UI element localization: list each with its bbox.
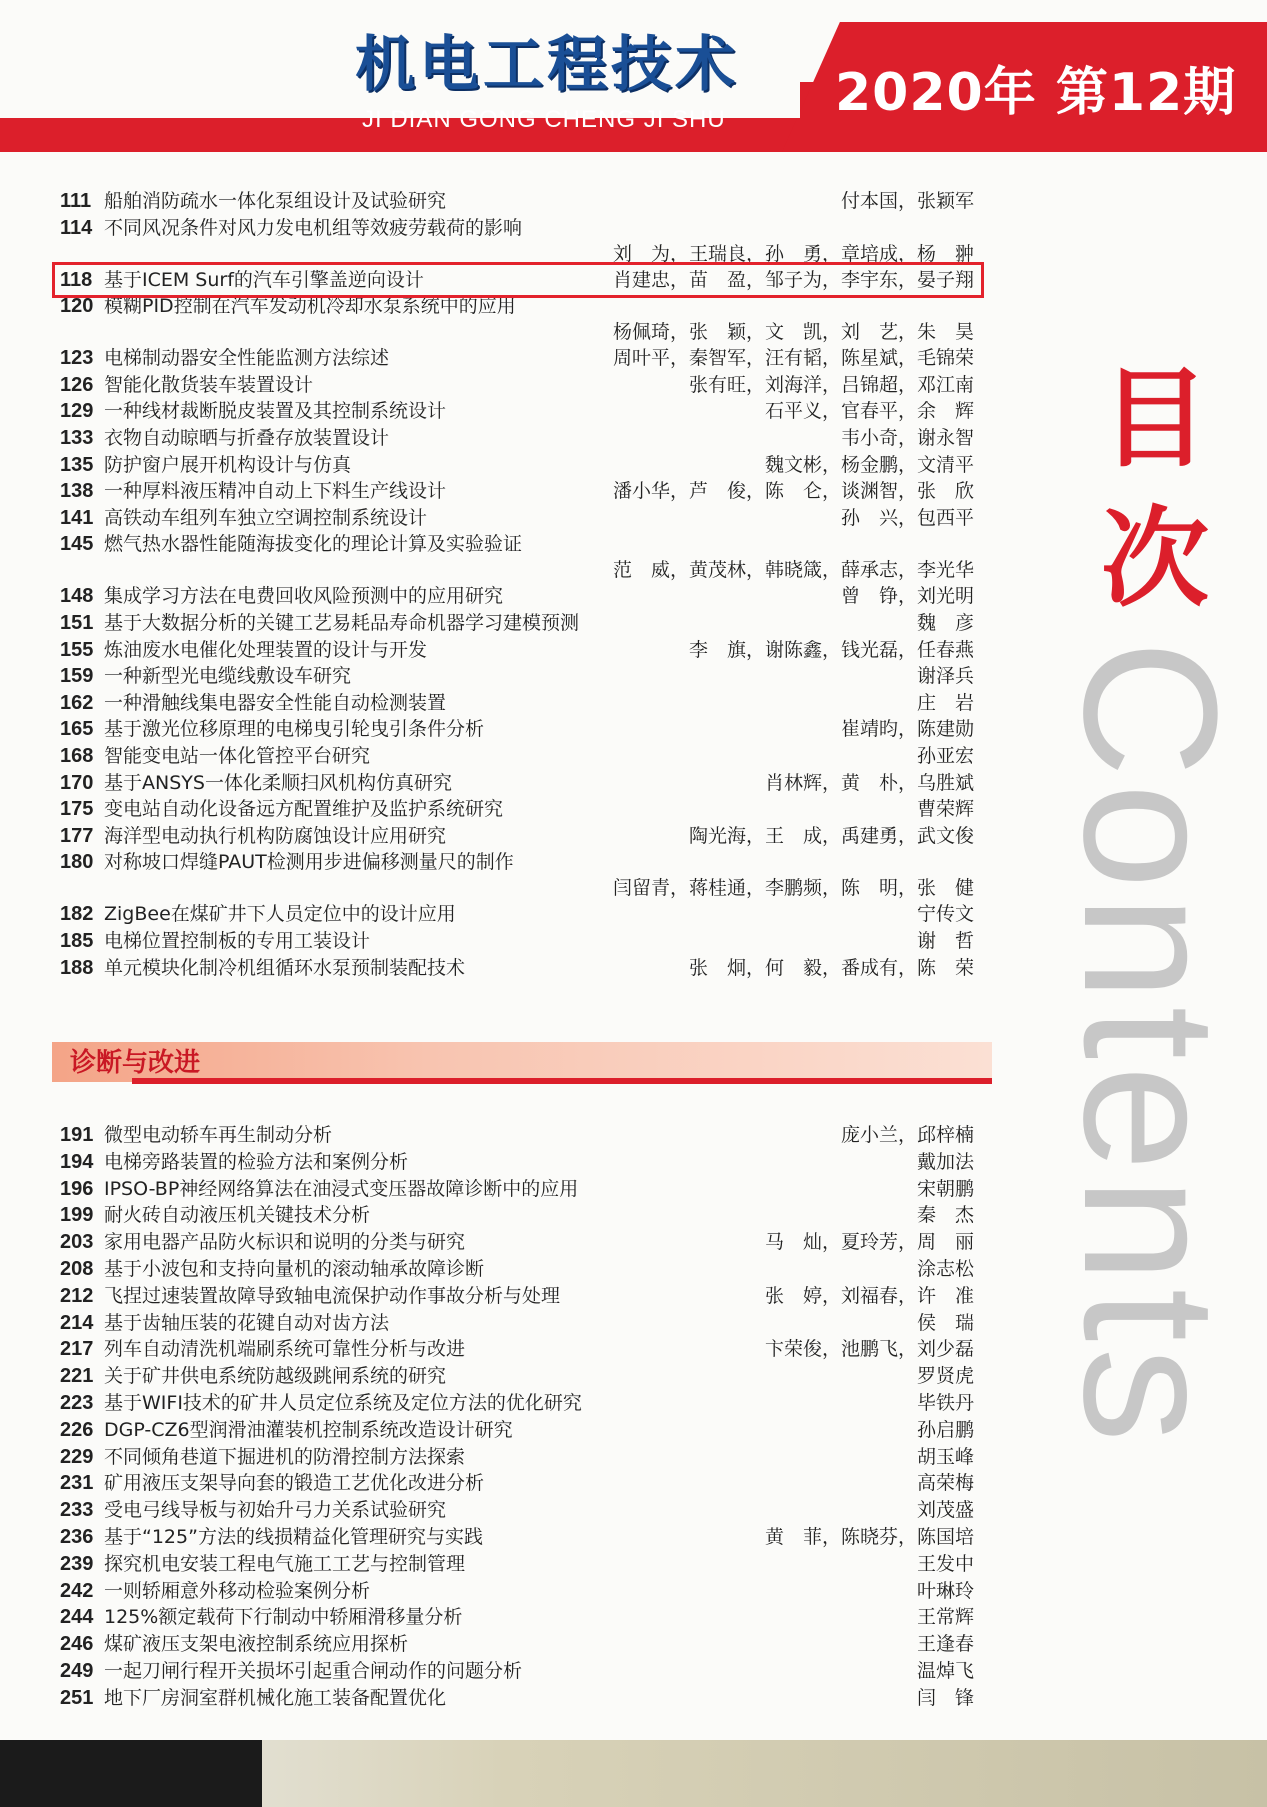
toc-authors: 孙启鹏 <box>916 1418 974 1441</box>
toc-page-number: 203 <box>60 1231 94 1254</box>
toc-page-number: 188 <box>60 956 94 979</box>
toc-authors: 涂志松 <box>916 1258 974 1280</box>
toc-title: 电梯制动器安全性能监测方法综述 <box>104 347 390 370</box>
toc-page-number: 217 <box>60 1338 94 1361</box>
toc-page-number: 236 <box>60 1526 94 1548</box>
toc-authors: 侯 瑞 <box>916 1311 974 1334</box>
side-title-en: Contents <box>1044 640 1256 1449</box>
toc-authors: 魏 彦 <box>916 612 974 634</box>
toc-authors: 孙 兴，包西平 <box>840 506 974 529</box>
toc-authors: 付本国，张颖军 <box>840 190 974 212</box>
toc-authors: 韦小奇，谢永智 <box>840 427 974 449</box>
toc-page-number: 133 <box>60 427 94 449</box>
toc-page-number: 182 <box>60 903 94 926</box>
toc-entry <box>60 663 980 689</box>
toc-page-number: 223 <box>60 1392 94 1414</box>
toc-title: 一种新型光电缆线敷设车研究 <box>104 665 352 688</box>
toc-authors: 卞荣俊，池鹏飞，刘少磊 <box>764 1338 974 1361</box>
toc-title: 电梯位置控制板的专用工装设计 <box>104 930 371 952</box>
toc-entry <box>60 1578 980 1604</box>
issue-label: 2020年 第12期 <box>835 63 1237 123</box>
toc-page-number: 141 <box>60 506 94 529</box>
toc-entry <box>60 743 980 769</box>
toc-authors: 曹荣辉 <box>916 798 974 821</box>
toc-page-number: 194 <box>60 1150 94 1173</box>
toc-entry <box>60 1202 980 1228</box>
toc-title: 基于ICEM Surf的汽车引擎盖逆向设计 <box>104 268 424 291</box>
toc-page-number: 233 <box>60 1499 94 1522</box>
toc-title: 煤矿液压支架电液控制系统应用探析 <box>104 1633 409 1656</box>
toc-page-number: 135 <box>60 453 94 476</box>
toc-authors: 王发中 <box>916 1552 974 1575</box>
toc-title: 关于矿井供电系统防越级跳闸系统的研究 <box>104 1365 447 1388</box>
side-title-en-wrap <box>1030 640 1267 1460</box>
toc-authors: 刘 为，王瑞良，孙 勇，章培成，杨 翀 <box>612 242 974 265</box>
toc-authors: 黄 菲，陈晓芬，陈国培 <box>764 1526 974 1548</box>
toc-page-number: 191 <box>60 1124 94 1146</box>
toc-page-number: 221 <box>60 1365 94 1388</box>
toc-authors: 谢泽兵 <box>916 665 974 688</box>
toc-page-number: 212 <box>60 1284 94 1307</box>
toc-entry <box>60 1685 980 1711</box>
toc-title: 一种滑触线集电器安全性能自动检测装置 <box>104 691 447 714</box>
toc-page-number: 226 <box>60 1418 94 1441</box>
toc-page-number: 148 <box>60 585 94 608</box>
toc-authors: 杨佩琦，张 颖，文 凯，刘 艺，朱 昊 <box>612 321 974 344</box>
toc-title: ZigBee在煤矿井下人员定位中的设计应用 <box>104 903 456 926</box>
toc-entry <box>60 928 980 954</box>
toc-entry <box>60 796 980 822</box>
toc-page-number: 229 <box>60 1445 94 1468</box>
toc-page-number: 129 <box>60 400 94 423</box>
toc-entry <box>60 901 980 927</box>
toc-title: 单元模块化制冷机组循环水泵预制装配技术 <box>104 956 466 979</box>
toc-title: 地下厂房洞室群机械化施工装备配置优化 <box>104 1686 447 1709</box>
toc-title: 对称坡口焊缝PAUT检测用步进偏移测量尺的制作 <box>104 851 514 874</box>
toc-title: 衣物自动晾晒与折叠存放装置设计 <box>104 427 390 449</box>
toc-title: 微型电动轿车再生制动分析 <box>104 1124 333 1146</box>
toc-authors: 张 婷，刘福春，许 准 <box>764 1284 974 1307</box>
toc-page-number: 111 <box>60 190 92 212</box>
toc-page-number: 138 <box>60 480 94 503</box>
toc-page-number: 145 <box>60 533 94 556</box>
toc-entry <box>60 1390 980 1416</box>
toc-authors: 戴加法 <box>916 1150 974 1173</box>
toc-page-number: 177 <box>60 824 94 847</box>
toc-entry <box>60 1631 980 1657</box>
toc-page-number: 159 <box>60 665 94 688</box>
toc-title: 基于WIFI技术的矿井人员定位系统及定位方法的优化研究 <box>104 1392 582 1414</box>
toc-authors: 毕铁丹 <box>916 1392 974 1414</box>
toc-title: 集成学习方法在电费回收风险预测中的应用研究 <box>104 585 504 608</box>
toc-entry <box>60 531 980 557</box>
journal-title: 机电工程技术 <box>355 30 739 100</box>
toc-authors: 庄 岩 <box>916 691 974 714</box>
toc-authors: 崔靖昀，陈建勋 <box>840 718 974 741</box>
toc-title: 高铁动车组列车独立空调控制系统设计 <box>104 506 428 529</box>
toc-authors: 孙亚宏 <box>916 745 974 767</box>
toc-title: IPSO-BP神经网络算法在油浸式变压器故障诊断中的应用 <box>104 1177 579 1200</box>
toc-title: 模糊PID控制在汽车发动机冷却水泵系统中的应用 <box>104 295 516 318</box>
toc-authors: 庞小兰，邱梓楠 <box>840 1124 974 1146</box>
toc-page-number: 196 <box>60 1177 94 1200</box>
toc-entry <box>60 1310 980 1336</box>
toc-authors: 潘小华，芦 俊，陈 仑，谈渊智，张 欣 <box>612 480 974 503</box>
toc-authors: 王常辉 <box>916 1606 974 1629</box>
toc-authors: 石平义，官春平，余 辉 <box>764 400 974 423</box>
toc-title: 矿用液压支架导向套的锻造工艺优化改进分析 <box>104 1472 485 1495</box>
footer-dark-block <box>0 1740 262 1807</box>
toc-entry <box>60 1363 980 1389</box>
toc-entry <box>60 690 980 716</box>
toc-entry <box>60 1604 980 1630</box>
toc-authors: 胡玉峰 <box>916 1445 974 1468</box>
toc-title: 125%额定载荷下行制动中轿厢滑移量分析 <box>104 1606 463 1629</box>
toc-authors: 高荣梅 <box>916 1472 974 1495</box>
toc-page-number: 162 <box>60 691 94 714</box>
toc-page-number: 168 <box>60 745 94 767</box>
toc-page-number: 175 <box>60 798 94 821</box>
toc-authors: 李 旗，谢陈鑫，钱光磊，任春燕 <box>688 638 974 661</box>
toc-page-number: 126 <box>60 373 94 396</box>
toc-page-number: 155 <box>60 638 94 661</box>
toc-entry <box>60 1149 980 1175</box>
toc-page-number: 114 <box>60 216 93 239</box>
toc-authors: 闫 锋 <box>916 1686 974 1709</box>
toc-page-number: 249 <box>60 1660 94 1682</box>
toc-entry <box>60 1470 980 1496</box>
toc-title: 基于激光位移原理的电梯曳引轮曳引条件分析 <box>104 718 485 741</box>
toc-entry <box>60 1551 980 1577</box>
toc-authors: 温焯飞 <box>916 1660 974 1682</box>
toc-entry <box>60 1658 980 1684</box>
toc-title: 变电站自动化设备远方配置维护及监护系统研究 <box>104 798 504 821</box>
section-header <box>52 1042 992 1088</box>
toc-authors: 马 灿，夏玲芳，周 丽 <box>764 1231 974 1254</box>
toc-authors: 张有旺，刘海洋，吕锦超，邓江南 <box>688 373 974 396</box>
journal-pinyin: JI DIAN GONG CHENG JI SHU <box>362 106 726 133</box>
toc-authors: 周叶平，秦智军，汪有韬，陈星斌，毛锦荣 <box>612 347 974 370</box>
toc-authors: 肖建忠，苗 盈，邹子为，李宇东，晏子翔 <box>612 268 974 291</box>
toc-authors: 宋朝鹏 <box>916 1177 974 1200</box>
toc-title: 基于齿轴压装的花键自动对齿方法 <box>104 1311 390 1334</box>
toc-title: 基于ANSYS一体化柔顺扫风机构仿真研究 <box>104 771 452 794</box>
toc-page-number: 118 <box>60 268 93 291</box>
toc-title: 家用电器产品防火标识和说明的分类与研究 <box>104 1231 466 1254</box>
toc-page-number: 170 <box>60 771 94 794</box>
toc-title: 防护窗户展开机构设计与仿真 <box>104 453 352 476</box>
toc-title: DGP-CZ6型润滑油灌装机控制系统改造设计研究 <box>104 1418 513 1441</box>
toc-authors: 宁传文 <box>916 903 974 926</box>
toc-title: 列车自动清洗机端刷系统可靠性分析与改进 <box>104 1338 466 1361</box>
toc-authors: 谢 哲 <box>916 930 974 952</box>
toc-title: 电梯旁路装置的检验方法和案例分析 <box>104 1150 409 1173</box>
toc-page-number: 214 <box>60 1311 94 1334</box>
toc-title: 基于大数据分析的关键工艺易耗品寿命机器学习建模预测 <box>104 612 580 634</box>
toc-authors: 闫留青，蒋桂通，李鹏频，陈 明，张 健 <box>612 877 974 900</box>
toc-authors: 曾 铮，刘光明 <box>840 585 974 608</box>
toc-title: 基于小波包和支持向量机的滚动轴承故障诊断 <box>104 1258 485 1280</box>
section-header-rule <box>132 1078 992 1084</box>
section-title: 诊断与改进 <box>70 1048 201 1078</box>
toc-title: 燃气热水器性能随海拔变化的理论计算及实验验证 <box>104 533 523 556</box>
toc-entry <box>60 1417 980 1443</box>
toc-title: 不同倾角巷道下掘进机的防滑控制方法探索 <box>104 1445 466 1468</box>
side-title-cn: 目次 <box>1100 357 1209 622</box>
toc-title: 不同风况条件对风力发电机组等效疲劳载荷的影响 <box>104 216 523 239</box>
toc-page-number: 199 <box>60 1204 94 1227</box>
toc-authors: 魏文彬，杨金鹏，文清平 <box>764 453 974 476</box>
toc-page-number: 151 <box>60 612 94 634</box>
toc-entry <box>60 215 980 241</box>
toc-entry <box>60 1497 980 1523</box>
toc-title: 船舶消防疏水一体化泵组设计及试验研究 <box>104 190 447 212</box>
toc-entry <box>60 610 980 636</box>
toc-title: 受电弓线导板与初始升弓力关系试验研究 <box>104 1499 447 1522</box>
toc-authors: 罗贤虎 <box>916 1365 974 1388</box>
toc-page-number: 231 <box>60 1472 94 1495</box>
highlight-box <box>52 262 984 298</box>
toc-title: 智能化散货装车装置设计 <box>104 373 314 396</box>
toc-title: 探究机电安装工程电气施工工艺与控制管理 <box>104 1552 466 1575</box>
toc-page-number: 251 <box>60 1686 94 1709</box>
toc-page-number: 244 <box>60 1606 94 1629</box>
toc-authors: 张 炯，何 毅，番成有，陈 荣 <box>688 956 974 979</box>
toc-entry <box>60 1176 980 1202</box>
toc-page-number: 242 <box>60 1579 94 1602</box>
toc-authors: 刘茂盛 <box>916 1499 974 1522</box>
toc-authors: 肖林辉，黄 朴，乌胜斌 <box>764 771 974 794</box>
toc-title: 一则轿厢意外移动检验案例分析 <box>104 1579 371 1602</box>
toc-page-number: 120 <box>60 295 94 318</box>
toc-title: 一起刀闸行程开关损坏引起重合闸动作的问题分析 <box>104 1660 523 1682</box>
toc-entry <box>60 849 980 875</box>
toc-authors: 范 威，黄茂林，韩晓箴，薛承志，李光华 <box>612 559 974 582</box>
toc-title: 耐火砖自动液压机关键技术分析 <box>104 1204 371 1227</box>
toc-title: 基于“125”方法的线损精益化管理研究与实践 <box>104 1526 483 1548</box>
toc-authors: 叶琳玲 <box>916 1579 974 1602</box>
toc-title: 炼油废水电催化处理装置的设计与开发 <box>104 638 428 661</box>
toc-page-number: 208 <box>60 1258 94 1280</box>
toc-entry <box>60 1256 980 1282</box>
toc-authors: 秦 杰 <box>916 1204 974 1227</box>
toc-title: 海洋型电动执行机构防腐蚀设计应用研究 <box>104 824 447 847</box>
toc-authors: 陶光海，王 成，禹建勇，武文俊 <box>688 824 974 847</box>
toc-entry <box>60 1444 980 1470</box>
toc-page-number: 246 <box>60 1633 94 1656</box>
toc-page-number: 123 <box>60 347 94 370</box>
toc-title: 飞捏过速装置故障导致轴电流保护动作事故分析与处理 <box>104 1284 561 1307</box>
toc-authors: 王逢春 <box>916 1633 974 1656</box>
toc-title: 一种线材裁断脱皮装置及其控制系统设计 <box>104 400 447 423</box>
toc-title: 一种厚料液压精冲自动上下料生产线设计 <box>104 480 447 503</box>
toc-page-number: 165 <box>60 718 94 741</box>
toc-page-number: 239 <box>60 1552 94 1575</box>
toc-title: 智能变电站一体化管控平台研究 <box>104 745 371 767</box>
toc-page-number: 185 <box>60 930 94 952</box>
toc-page-number: 180 <box>60 851 94 874</box>
